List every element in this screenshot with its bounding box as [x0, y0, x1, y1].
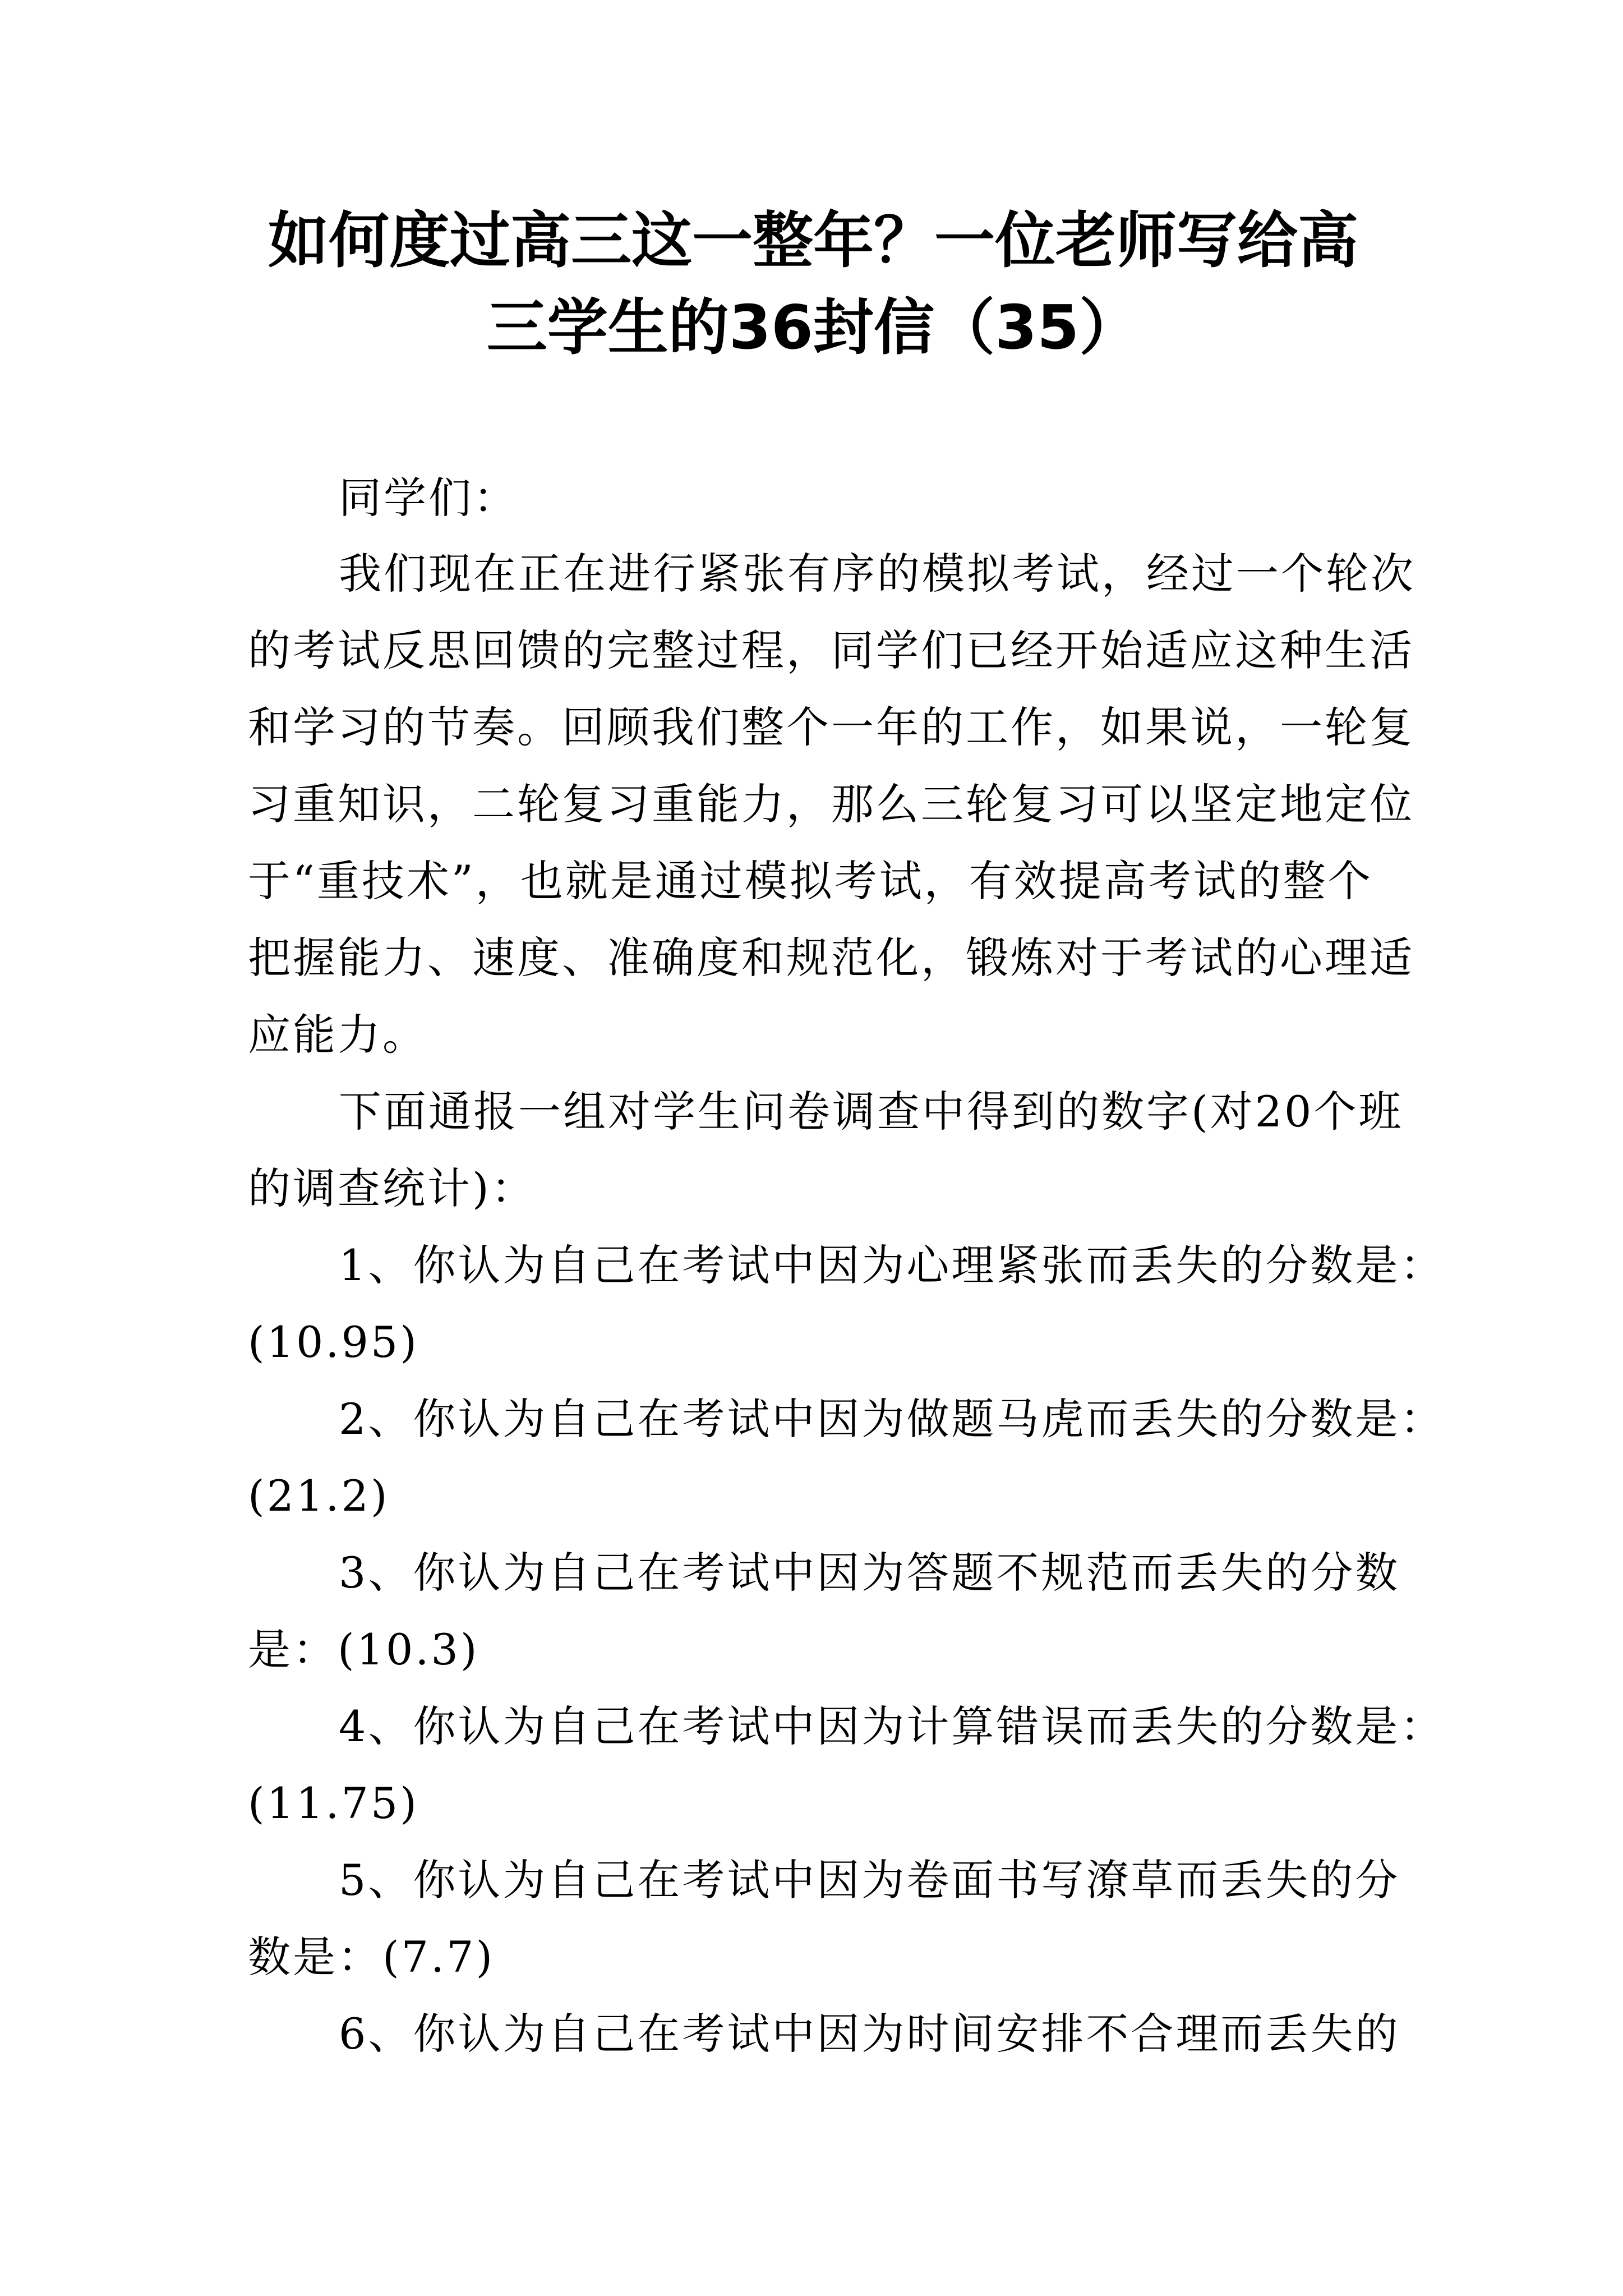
survey-item-5: 5、你认为自己在考试中因为卷面书写潦草而丢失的分 — [339, 1855, 1400, 1905]
survey-item-5-value: 数是：(7.7) — [248, 1932, 495, 1982]
survey-item-6: 6、你认为自己在考试中因为时间安排不合理而丢失的 — [339, 2009, 1400, 2059]
document-title-line-1: 如何度过高三这一整年？一位老师写给高 — [268, 206, 1358, 276]
body-line: 的调查统计)： — [248, 1163, 536, 1213]
body-line: 的考试反思回馈的完整过程，同学们已经开始适应这种生活 — [248, 625, 1414, 675]
document-title-line-2: 三学生的36封信（35） — [486, 293, 1140, 363]
survey-item-1: 1、你认为自己在考试中因为心理紧张而丢失的分数是： — [339, 1240, 1445, 1290]
survey-item-2-value: (21.2) — [248, 1471, 390, 1521]
survey-item-3: 3、你认为自己在考试中因为答题不规范而丢失的分数 — [339, 1548, 1400, 1598]
survey-item-3-value: 是：(10.3) — [248, 1625, 479, 1674]
body-line: 和学习的节奏。回顾我们整个一年的工作，如果说，一轮复 — [248, 702, 1414, 752]
survey-item-1-value: (10.95) — [248, 1317, 419, 1367]
body-line: 我们现在正在进行紧张有序的模拟考试，经过一个轮次 — [339, 549, 1415, 599]
greeting: 同学们： — [339, 473, 518, 523]
survey-item-4-value: (11.75) — [248, 1778, 419, 1828]
body-line: 于“重技术”，也就是通过模拟考试，有效提高考试的整个 — [248, 856, 1373, 906]
survey-item-4: 4、你认为自己在考试中因为计算错误而丢失的分数是： — [339, 1701, 1445, 1751]
survey-item-2: 2、你认为自己在考试中因为做题马虎而丢失的分数是： — [339, 1394, 1445, 1444]
body-line: 应能力。 — [248, 1010, 427, 1060]
body-line: 习重知识，二轮复习重能力，那么三轮复习可以坚定地定位 — [248, 779, 1414, 829]
body-line: 把握能力、速度、准确度和规范化，锻炼对于考试的心理适 — [248, 933, 1414, 983]
body-line: 下面通报一组对学生问卷调查中得到的数字(对20个班 — [339, 1087, 1404, 1137]
